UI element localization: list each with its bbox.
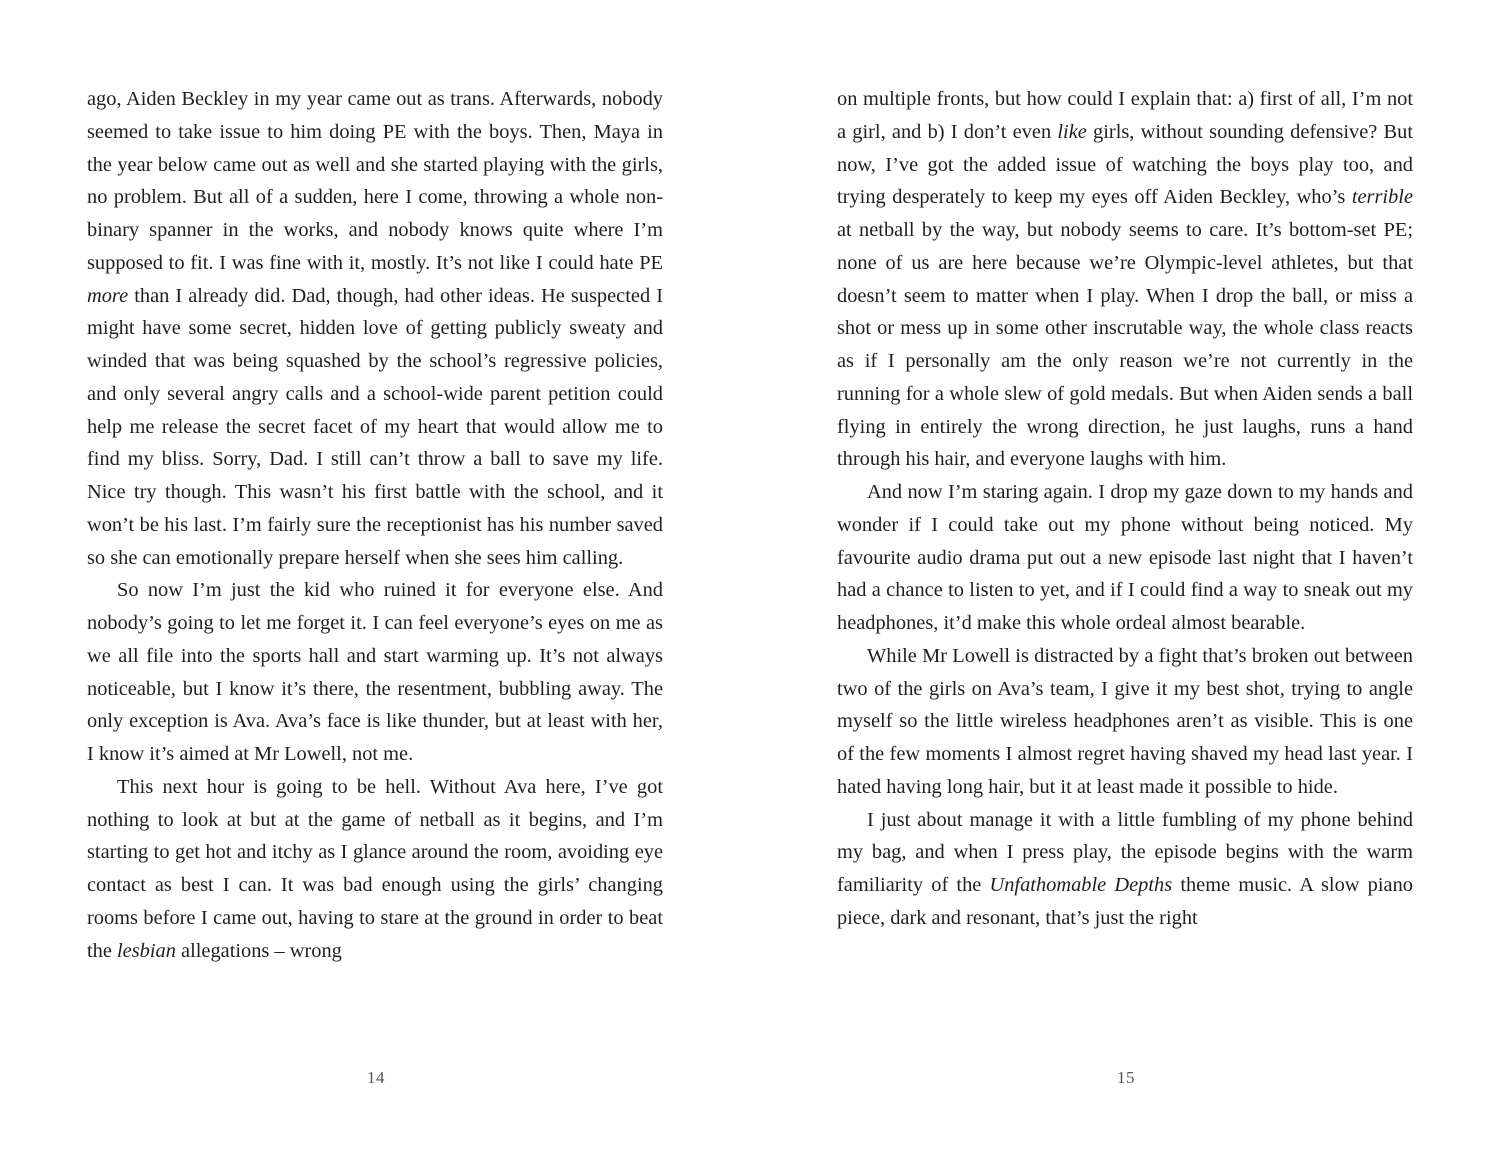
paragraph: [87, 83, 663, 574]
page-number-left: 14: [367, 1068, 385, 1087]
italic-run: more: [87, 284, 129, 307]
text-run: than I already did. Dad, though, had other ideas. He suspected I might have some secret, hidden love of getting publicly sweaty and winded that was being squashed by the school’s regressive policies, and only several angry calls and a school-wide parent petition could help me release the secret facet of my heart that would allow me to find my bliss. Sorry, Dad. I still can’t throw a ball to save my life. Nice try though. This wasn’t his first battle with the school, and it won’t be his last. I’m fairly sure the receptionist has his number saved so she can emotionally prepare herself when she sees him calling.: [87, 284, 663, 569]
text-run: ago, Aiden Beckley in my year came out as trans. Afterwards, nobody seemed to take issue to him doing PE with the boys. Then, Maya in the year below came out as well and she started playing with the girls, no problem. But all of a sudden, here I come, throwing a whole non-binary spanner in the works, and nobody knows quite where I’m supposed to fit. I was fine with it, mostly. It’s not like I could hate PE: [87, 88, 663, 274]
italic-run: lesbian: [117, 939, 176, 962]
text-run: at netball by the way, but nobody seems to care. It’s bottom-set PE; none of us are here because we’re Olympic-level athletes, but that doesn’t seem to matter when I play. When I drop the ball, or miss a shot or mess up in some other inscrutable way, the whole class reacts as if I personally am the only reason we’re not currently in the running for a whole slew of gold medals. But when Aiden sends a ball flying in entirely the wrong direction, he just laughs, runs a hand through his hair, and everyone laughs with him.: [837, 219, 1413, 471]
italic-run: Unfathomable Depths: [989, 874, 1173, 896]
italic-run: terrible: [1351, 186, 1413, 209]
text-run: theme music. A slow piano piece, dark and resonant, that’s just the right: [837, 874, 1413, 929]
text-run: This next hour is going to be hell. Without Ava here, I’ve got nothing to look at but at the game of netball as it begins, and I’m starting to get hot and itchy as I glance around the room, avoiding eye contact as best I can. It was bad enough using the girls’ changing rooms before I came out, having to stare at the ground in order to beat the: [87, 775, 663, 962]
left-page-text: [87, 83, 663, 967]
paragraph: [837, 476, 1413, 640]
right-page-text: [837, 83, 1413, 935]
paragraph: [87, 574, 663, 771]
page-number-right: 15: [1117, 1068, 1135, 1087]
text-run: girls, without sounding defensive? But now, I’ve got the added issue of watching the boys play too, and trying desperately to keep my eyes off Aiden Beckley, who’s: [837, 120, 1413, 209]
italic-run: like: [1057, 120, 1087, 143]
text-run: While Mr Lowell is distracted by a fight that’s broken out between two of the girls on Ava’s team, I give it my best shot, trying to angle myself so the little wireless headphones aren’t as visible. This is one of the few moments I almost regret having shaved my head last year. I hated having long hair, but it at least made it possible to hide.: [837, 644, 1413, 798]
text-run: I just about manage it with a little fumbling of my phone behind my bag, and when I press play, the episode begins with the warm familiarity of the: [837, 808, 1413, 896]
text-run: on multiple fronts, but how could I explain that: a) first of all, I’m not a girl, and b) I don’t even: [837, 88, 1413, 143]
text-run: So now I’m just the kid who ruined it for everyone else. And nobody’s going to let me forget it. I can feel everyone’s eyes on me as we all file into the sports hall and start warming up. It’s not always noticeable, but I know it’s there, the resentment, bubbling away. The only exception is Ava. Ava’s face is like thunder, but at least with her, I know it’s aimed at Mr Lowell, not me.: [87, 579, 663, 765]
paragraph: [837, 804, 1413, 935]
right-page: [837, 83, 1413, 935]
text-run: allegations – wrong: [175, 939, 342, 962]
paragraph: [837, 83, 1413, 476]
paragraph: [837, 640, 1413, 804]
text-run: And now I’m staring again. I drop my gaze down to my hands and wonder if I could take out my phone without being noticed. My favourite audio drama put out a new episode last night that I haven’t had a chance to listen to yet, and if I could find a way to sneak out my headphones, it’d make this whole ordeal almost bearable.: [837, 481, 1413, 634]
paragraph: [87, 771, 663, 968]
left-page: [87, 83, 663, 967]
